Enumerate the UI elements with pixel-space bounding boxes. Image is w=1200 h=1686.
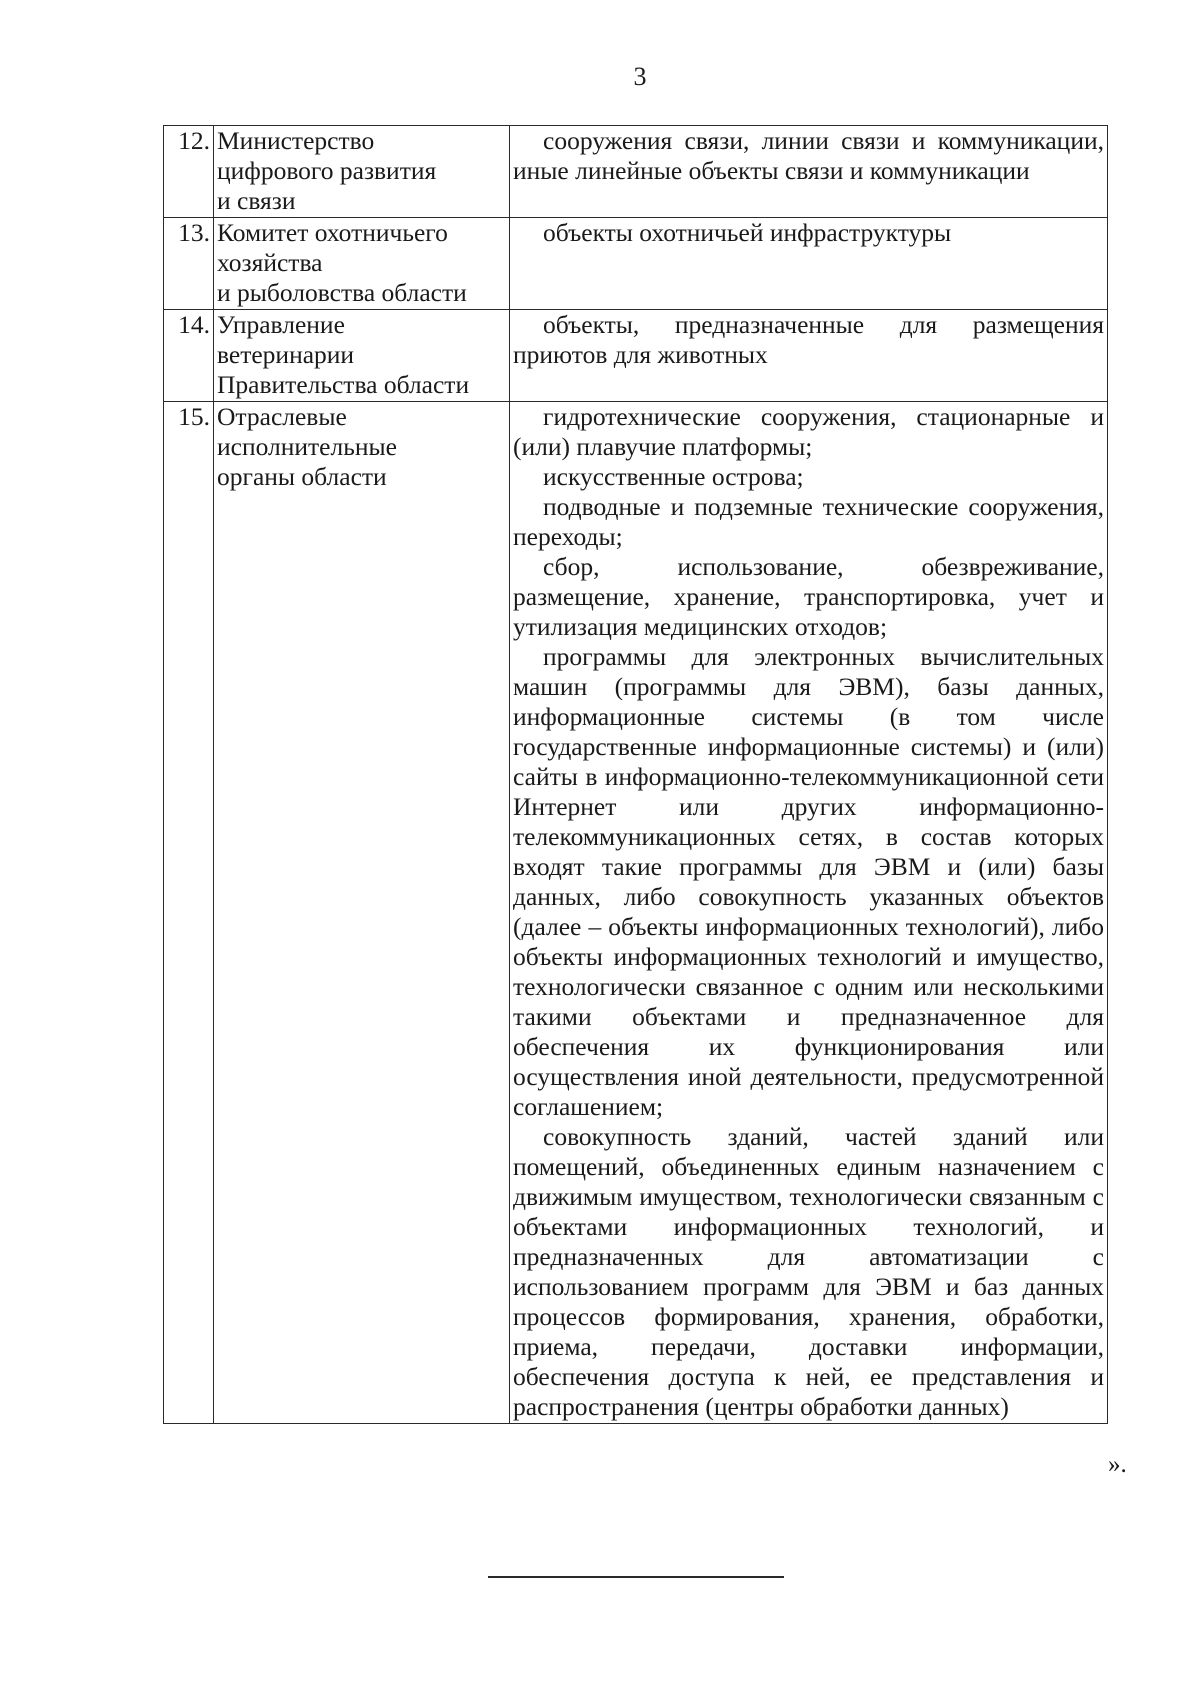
authority-name-line: Комитет охотничьего bbox=[217, 218, 448, 247]
row-number: 12. bbox=[164, 126, 214, 218]
objects-cell bbox=[510, 402, 1108, 1424]
authority-name-line: хозяйства bbox=[217, 248, 323, 277]
authority-cell bbox=[214, 126, 510, 218]
authority-cell bbox=[214, 310, 510, 402]
object-item: гидротехнические сооружения, стационарные и (или) плавучие платформы; bbox=[513, 402, 1104, 461]
authority-name-line: цифрового развития bbox=[217, 156, 437, 185]
table-row bbox=[164, 310, 1108, 402]
object-item: сбор, использование, обезвреживание, размещение, хранение, транспортировка, учет и утилизация медицинских отходов; bbox=[513, 552, 1104, 641]
table-body bbox=[164, 126, 1108, 1424]
object-item: искусственные острова; bbox=[543, 462, 804, 491]
authority-name-line: Министерство bbox=[217, 126, 375, 155]
footer-rule bbox=[488, 1576, 784, 1578]
objects-cell bbox=[510, 126, 1108, 218]
object-item: сооружения связи, линии связи и коммуникации, иные линейные объекты связи и коммуникации bbox=[513, 126, 1104, 185]
row-number: 14. bbox=[164, 310, 214, 402]
table-row bbox=[164, 402, 1108, 1424]
objects-cell bbox=[510, 310, 1108, 402]
row-number: 15. bbox=[164, 402, 214, 1424]
authority-cell bbox=[214, 218, 510, 310]
object-item: подводные и подземные технические сооружения, переходы; bbox=[513, 492, 1104, 551]
object-item: объекты, предназначенные для размещения приютов для животных bbox=[513, 310, 1104, 369]
authority-name-line: Управление bbox=[217, 310, 345, 339]
authority-name-line: и связи bbox=[217, 186, 296, 215]
page-number: 3 bbox=[633, 62, 647, 91]
closing-quote-mark: ». bbox=[1108, 1451, 1127, 1478]
table-row bbox=[164, 126, 1108, 218]
authority-name-line: Правительства области bbox=[217, 370, 470, 399]
authority-name-line: и рыболовства области bbox=[217, 278, 467, 307]
objects-cell bbox=[510, 218, 1108, 310]
object-item: программы для электронных вычислительных машин (программы для ЭВМ), базы данных, информационные системы (в том числе государственные информационные системы) и (или) сайты в информационно-телекоммуникационной сети Интернет или других информационно-телекоммуникационных сетях, в состав которых входят такие программы для ЭВМ и (или) базы данных, либо совокупность указанных объектов (далее – объекты информационных технологий), либо объекты информационных технологий и имущество, технологически связанное с одним или несколькими такими объектами и предназначенное для обеспечения их функционирования или осуществления иной деятельности, предусмотренной соглашением; bbox=[513, 642, 1104, 1121]
authority-name-line: исполнительные bbox=[217, 432, 397, 461]
authority-name-line: органы области bbox=[217, 462, 387, 491]
authority-name-line: Отраслевые bbox=[217, 402, 347, 431]
table-row bbox=[164, 218, 1108, 310]
object-item: объекты охотничьей инфраструктуры bbox=[543, 218, 952, 247]
authority-name-line: ветеринарии bbox=[217, 340, 355, 369]
document-table bbox=[163, 125, 1108, 1424]
object-item: совокупность зданий, частей зданий или помещений, объединенных единым назначением с движимым имуществом, технологически связанным с объектами информационных технологий, и предназначенных для автоматизации с использованием программ для ЭВМ и баз данных процессов формирования, хранения, обработки, приема, передачи, доставки информации, обеспечения доступа к ней, ее представления и распространения (центры обработки данных) bbox=[513, 1122, 1104, 1421]
row-number: 13. bbox=[164, 218, 214, 310]
authority-cell bbox=[214, 402, 510, 1424]
